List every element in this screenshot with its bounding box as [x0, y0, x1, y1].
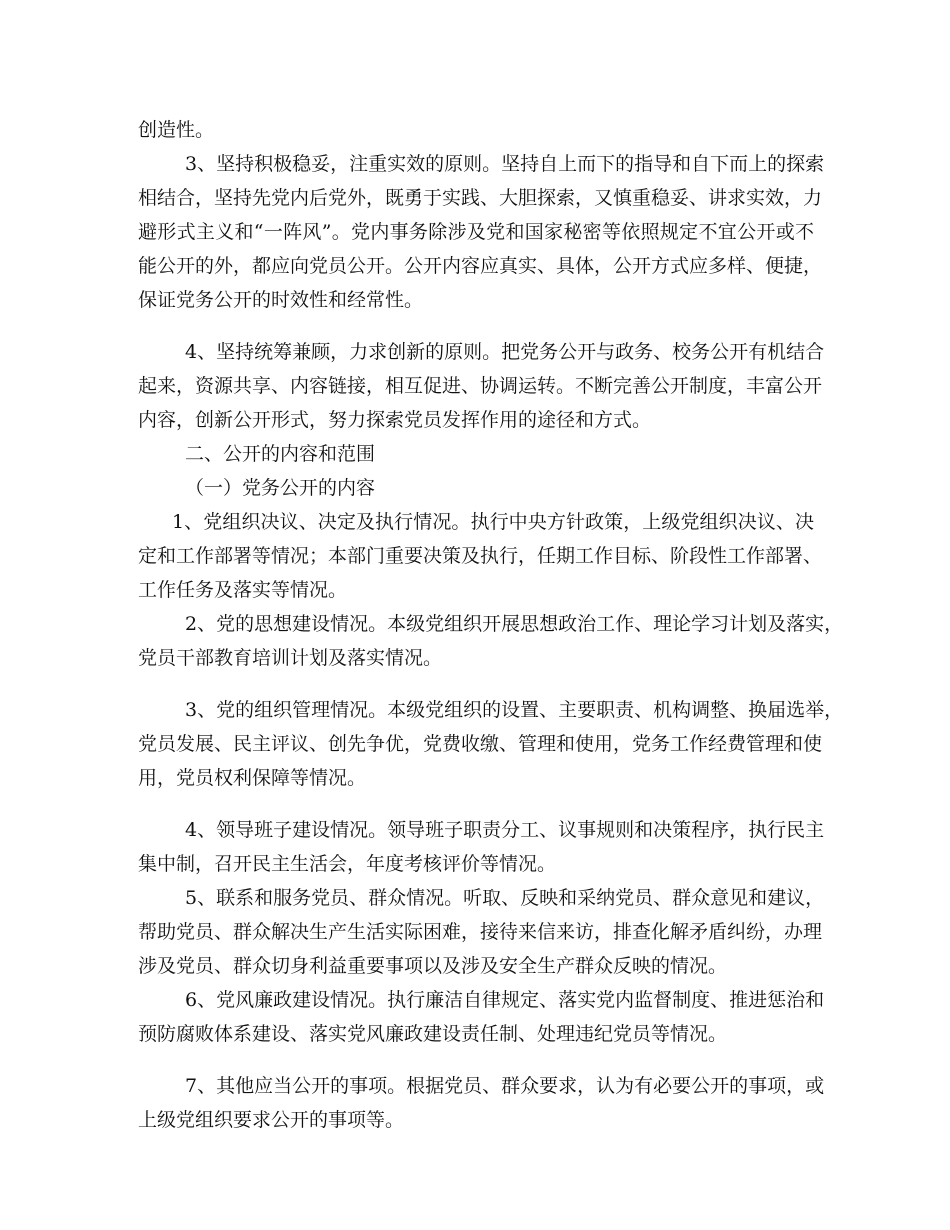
- text-line: 帮助党员、群众解决生产生活实际困难，接待来信来访，排查化解矛盾纠纷，办理: [138, 921, 823, 943]
- text-line: 用，党员权利保障等情况。: [138, 767, 367, 789]
- text-line: 保证党务公开的时效性和经常性。: [138, 289, 424, 311]
- text-line: 定和工作部署等情况；本部门重要决策及执行，任期工作目标、阶段性工作部署、: [138, 545, 823, 567]
- text-line: 起来，资源共享、内容链接，相互促进、协调运转。不断完善公开制度，丰富公开: [138, 375, 823, 397]
- text-line: 二、公开的内容和范围: [185, 443, 376, 465]
- text-line: 党员发展、民主评议、创先争优，党费收缴、管理和使用，党务工作经费管理和使: [138, 733, 823, 755]
- text-line: 1、党组织决议、决定及执行情况。执行中央方针政策，上级党组织决议、决: [172, 511, 814, 533]
- text-line: 创造性。: [138, 119, 215, 141]
- text-line: 党员干部教育培训计划及落实情况。: [138, 647, 443, 669]
- text-line: 上级党组织要求公开的事项等。: [138, 1109, 405, 1131]
- text-line: 避形式主义和“一阵风”。党内事务除涉及党和国家秘密等依照规定不宜公开或不: [138, 221, 814, 243]
- text-line: 5、联系和服务党员、群众情况。听取、反映和采纳党员、群众意见和建议，: [185, 887, 825, 909]
- text-line: 6、党风廉政建设情况。执行廉洁自律规定、落实党内监督制度、推进惩治和: [185, 989, 825, 1011]
- text-line: 2、党的思想建设情况。本级党组织开展思想政治工作、理论学习计划及落实，: [185, 613, 844, 635]
- text-line: 3、坚持积极稳妥，注重实效的原则。坚持自上而下的指导和自下而上的探索: [185, 153, 825, 175]
- text-line: 相结合，坚持先党内后党外，既勇于实践、大胆探索，又慎重稳妥、讲求实效，力: [138, 187, 823, 209]
- text-line: 内容，创新公开形式，努力探索党员发挥作用的途径和方式。: [138, 409, 652, 431]
- text-line: 4、坚持统筹兼顾，力求创新的原则。把党务公开与政务、校务公开有机结合: [185, 341, 825, 363]
- text-line: 工作任务及落实等情况。: [138, 579, 348, 601]
- text-line: 4、领导班子建设情况。领导班子职责分工、议事规则和决策程序，执行民主: [185, 819, 825, 841]
- text-line: 预防腐败体系建设、落实党风廉政建设责任制、处理违纪党员等情况。: [138, 1023, 728, 1045]
- text-line: 3、党的组织管理情况。本级党组织的设置、主要职责、机构调整、换届选举，: [185, 699, 844, 721]
- text-line: 7、其他应当公开的事项。根据党员、群众要求，认为有必要公开的事项，或: [185, 1075, 825, 1097]
- text-line: （一）党务公开的内容: [185, 477, 376, 499]
- text-line: 集中制，召开民主生活会，年度考核评价等情况。: [138, 853, 557, 875]
- text-line: 能公开的外，都应向党员公开。公开内容应真实、具体，公开方式应多样、便捷，: [138, 255, 823, 277]
- text-line: 涉及党员、群众切身利益重要事项以及涉及安全生产群众反映的情况。: [138, 955, 728, 977]
